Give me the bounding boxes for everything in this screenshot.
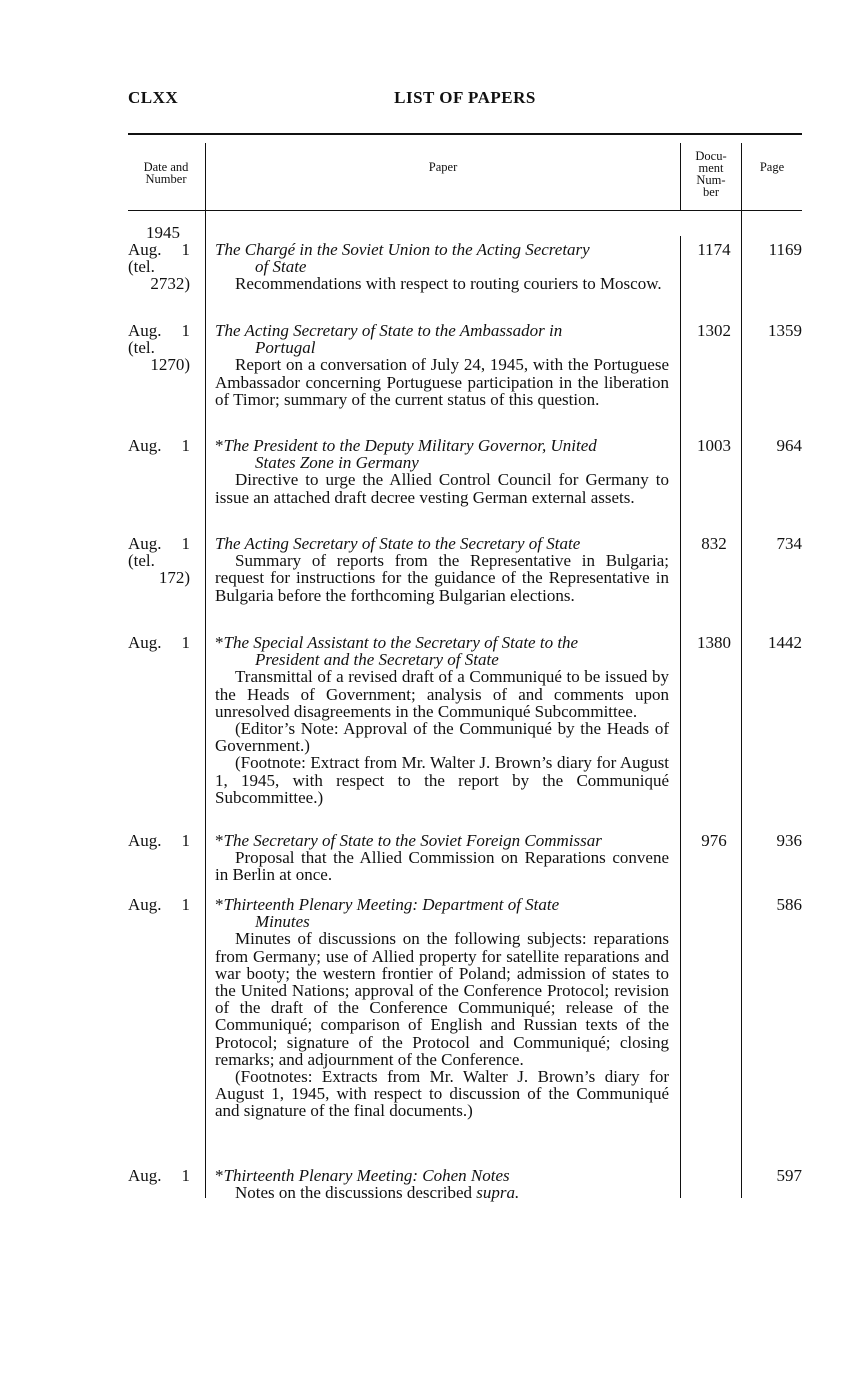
page-title: LIST OF PAPERS <box>394 88 536 107</box>
document-number: 832 <box>701 534 727 553</box>
entry-title: The Acting Secretary of State to the Ambassador in <box>215 321 563 340</box>
page-number-roman: CLXX <box>128 88 179 107</box>
entry-title: Thirteenth Plenary Meeting: Department of State <box>223 895 560 914</box>
entry-footnote: (Footnote: Extract from Mr. Walter J. Brown’s diary for August 1, 1945, with respect to the report by the Communiqué Subcommittee.) <box>215 753 669 807</box>
column-header-document-number: Docu- ment Num- ber <box>695 149 727 199</box>
column-header-paper: Paper <box>428 160 458 174</box>
entry-date: Aug. 1 (tel. 172) <box>128 534 190 588</box>
column-divider-paper <box>680 236 681 1198</box>
document-number: 1003 <box>697 436 731 455</box>
entry-paper: *The President to the Deputy Military Governor, United States Zone in Germany Directive to urge the Allied Control Council for Germany to issue an attached draft decree vesting German external assets. <box>215 436 669 507</box>
page-number: 936 <box>776 831 802 850</box>
entry-date: Aug. 1 (tel. 2732) <box>128 240 190 294</box>
entry-date: Aug. 1 <box>128 633 190 652</box>
entry-summary: Directive to urge the Allied Control Council for Germany to issue an attached draft decree vesting German external assets. <box>215 470 669 507</box>
column-divider-date <box>205 143 206 1198</box>
document-number: 1174 <box>697 240 731 259</box>
entry-paper: *Thirteenth Plenary Meeting: Cohen Notes Notes on the discussions described supra. <box>215 1167 669 1201</box>
entry-title: The Secretary of State to the Soviet Foreign Commissar <box>223 831 602 850</box>
column-header-page: Page <box>759 160 785 174</box>
entry-title: The Special Assistant to the Secretary of State to the <box>223 633 579 652</box>
entry-date: Aug. 1 <box>128 895 190 914</box>
entry-summary: Notes on the discussions described supra. <box>235 1183 520 1203</box>
page-number: 964 <box>776 436 802 455</box>
entry-paper: *Thirteenth Plenary Meeting: Department of State Minutes Minutes of discussions on the following subjects: reparations from Germany; use of Allied property for satellite reparations and war booty; the western frontier of Poland; admission of states to the United Nations; approval of the Conference Protocol; revision of the draft of the Conference Communiqué; release of the Communiqué; comparison of English and Russian texts of the Protocol; signature of the Protocol and Communiqué; closing remarks; and adjournment of the Conference. (Footnotes: Extracts from Mr. Walter J. Brown’s diary for August 1, 1945, with respect to discussion of the Communiqué and signature of the final documents.) <box>215 895 669 1121</box>
page-number: 586 <box>776 895 802 914</box>
entry-paper <box>215 322 669 408</box>
entry-date: Aug. 1 <box>128 436 190 455</box>
entry-title-continued: States Zone in Germany <box>255 453 419 473</box>
entry-summary: Summary of reports from the Representative in Bulgaria; request for instructions for the guidance of the Representative in Bulgaria before the forthcoming Bulgarian elections. <box>215 551 669 605</box>
page-number: 1442 <box>768 633 802 652</box>
entry-title: The Acting Secretary of State to the Secretary of State <box>215 534 581 553</box>
entry-title-continued: President and the Secretary of State <box>255 650 499 670</box>
entry-summary: Minutes of discussions on the following subjects: reparations from Germany; use of Allied property for satellite reparations and war booty; the western frontier of Poland; admission of states to the United Nations; approval of the Conference Protocol; revision of the draft of the Conference Communiqué; release of the Communiqué; comparison of English and Russian texts of the Protocol; signature of the Protocol and Communiqué; closing remarks; and adjournment of the Conference. <box>215 929 669 1069</box>
entry-paper: *The Secretary of State to the Soviet Foreign Commissar Proposal that the Allied Commission on Reparations convene in Berlin at once. <box>215 831 669 885</box>
entry-paper: *The Special Assistant to the Secretary of State to the President and the Secretary of State Transmittal of a revised draft of a Communiqué to be issued by the Heads of Government; analysis of and comments upon unresolved disagreements in the Communiqué Subcommittee. (Editor’s Note: Approval of the Communiqué by the Heads of Government.) (Footnote: Extract from Mr. Walter J. Brown’s diary for August 1, 1945, with respect to the report by the Communiqué Subcommittee.) <box>215 633 669 807</box>
document-number: 1380 <box>697 633 731 652</box>
entry-summary: Transmittal of a revised draft of a Communiqué to be issued by the Heads of Government; analysis of and comments upon unresolved disagreements in the Communiqué Subcommittee. <box>215 667 669 721</box>
entry-title-continued: of State <box>255 257 307 277</box>
page-number: 1169 <box>768 240 802 259</box>
table-top-rule <box>128 133 802 135</box>
entry-editors-note: (Editor’s Note: Approval of the Communiqué by the Heads of Government.) <box>215 719 669 756</box>
entry-title: The President to the Deputy Military Governor, United <box>223 436 597 455</box>
page-number: 597 <box>776 1166 802 1185</box>
entry-date: Aug. 1 <box>128 1166 190 1185</box>
document-number: 976 <box>701 831 727 850</box>
entry-paper <box>215 241 669 293</box>
column-header-date: Date and Number <box>143 160 189 186</box>
entry-paper <box>215 535 669 604</box>
column-divider-doc <box>741 143 742 1198</box>
entry-title-continued: Minutes <box>255 912 310 932</box>
year-label: 1945 <box>146 223 180 242</box>
entry-title: The Chargé in the Soviet Union to the Acting Secretary <box>215 240 590 259</box>
entry-title-continued: Portugal <box>255 338 316 358</box>
entry-summary: Proposal that the Allied Commission on Reparations convene in Berlin at once. <box>215 848 669 885</box>
entry-date: Aug. 1 <box>128 831 190 850</box>
page-header <box>128 88 802 112</box>
entry-title: Thirteenth Plenary Meeting: Cohen Notes <box>223 1166 510 1185</box>
entry-date: Aug. 1 (tel. 1270) <box>128 321 190 375</box>
entry-footnote: (Footnotes: Extracts from Mr. Walter J. Brown’s diary for August 1, 1945, with respect to discussion of the Communiqué and signature of the final documents.) <box>215 1067 669 1121</box>
table-header-rule <box>128 210 802 211</box>
document-number: 1302 <box>697 321 731 340</box>
page-number: 734 <box>776 534 802 553</box>
entry-summary: Report on a conversation of July 24, 1945, with the Portuguese Ambassador concerning Portuguese participation in the liberation of Timor; summary of the current status of this question. <box>215 355 669 409</box>
entry-summary: Recommendations with respect to routing couriers to Moscow. <box>235 274 662 294</box>
page-number: 1359 <box>768 321 802 340</box>
